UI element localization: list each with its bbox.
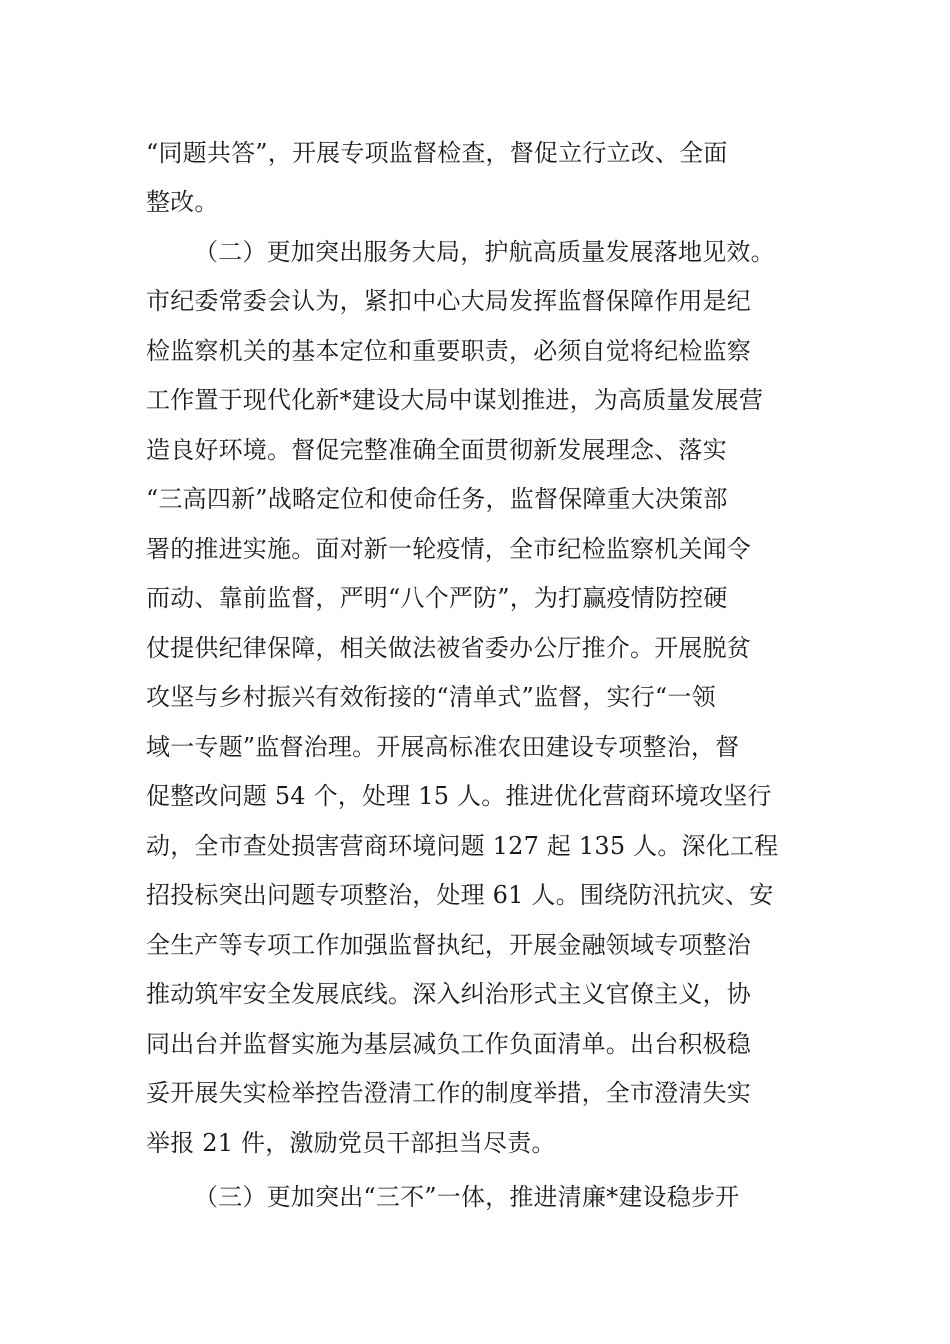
section-heading: （二）更加突出服务大局，护航高质量发展落地见效。 xyxy=(194,238,775,266)
text-line: 署的推进实施。面对新一轮疫情，全市纪检监察机关闻令 xyxy=(146,535,751,563)
text-line: 招投标突出问题专项整治，处理 61 人。围绕防汛抗灾、安 xyxy=(146,881,774,909)
text-line: 整改。 xyxy=(146,188,219,216)
text-line: 促整改问题 54 个，处理 15 人。推进优化营商环境攻坚行 xyxy=(146,782,772,810)
text-line: 域一专题”监督治理。开展高标准农田建设专项整治，督 xyxy=(146,733,740,761)
text-line: 攻坚与乡村振兴有效衔接的“清单式”监督，实行“一领 xyxy=(146,683,716,711)
text-line: 妥开展失实检举控告澄清工作的制度举措，全市澄清失实 xyxy=(146,1079,751,1107)
text-line: 工作置于现代化新*建设大局中谋划推进，为高质量发展营 xyxy=(146,386,764,414)
text-line: 仗提供纪律保障，相关做法被省委办公厅推介。开展脱贫 xyxy=(146,634,751,662)
text-line: 而动、靠前监督，严明“八个严防”，为打赢疫情防控硬 xyxy=(146,584,728,612)
text-line: 推动筑牢安全发展底线。深入纠治形式主义官僚主义，协 xyxy=(146,980,751,1008)
text-line: 检监察机关的基本定位和重要职责，必须自觉将纪检监察 xyxy=(146,337,751,365)
text-line: 市纪委常委会认为，紧扣中心大局发挥监督保障作用是纪 xyxy=(146,287,751,315)
text-line: 动，全市查处损害营商环境问题 127 起 135 人。深化工程 xyxy=(146,832,779,860)
text-line: 同出台并监督实施为基层减负工作负面清单。出台积极稳 xyxy=(146,1030,751,1058)
text-line: “三高四新”战略定位和使命任务，监督保障重大决策部 xyxy=(146,485,728,513)
text-line: 全生产等专项工作加强监督执纪，开展金融领域专项整治 xyxy=(146,931,751,959)
text-line: 举报 21 件，激励党员干部担当尽责。 xyxy=(146,1129,556,1157)
text-line: 造良好环境。督促完整准确全面贯彻新发展理念、落实 xyxy=(146,436,727,464)
text-line: “同题共答”，开展专项监督检查，督促立行立改、全面 xyxy=(146,139,728,167)
section-heading: （三）更加突出“三不”一体，推进清廉*建设稳步开 xyxy=(194,1183,740,1211)
